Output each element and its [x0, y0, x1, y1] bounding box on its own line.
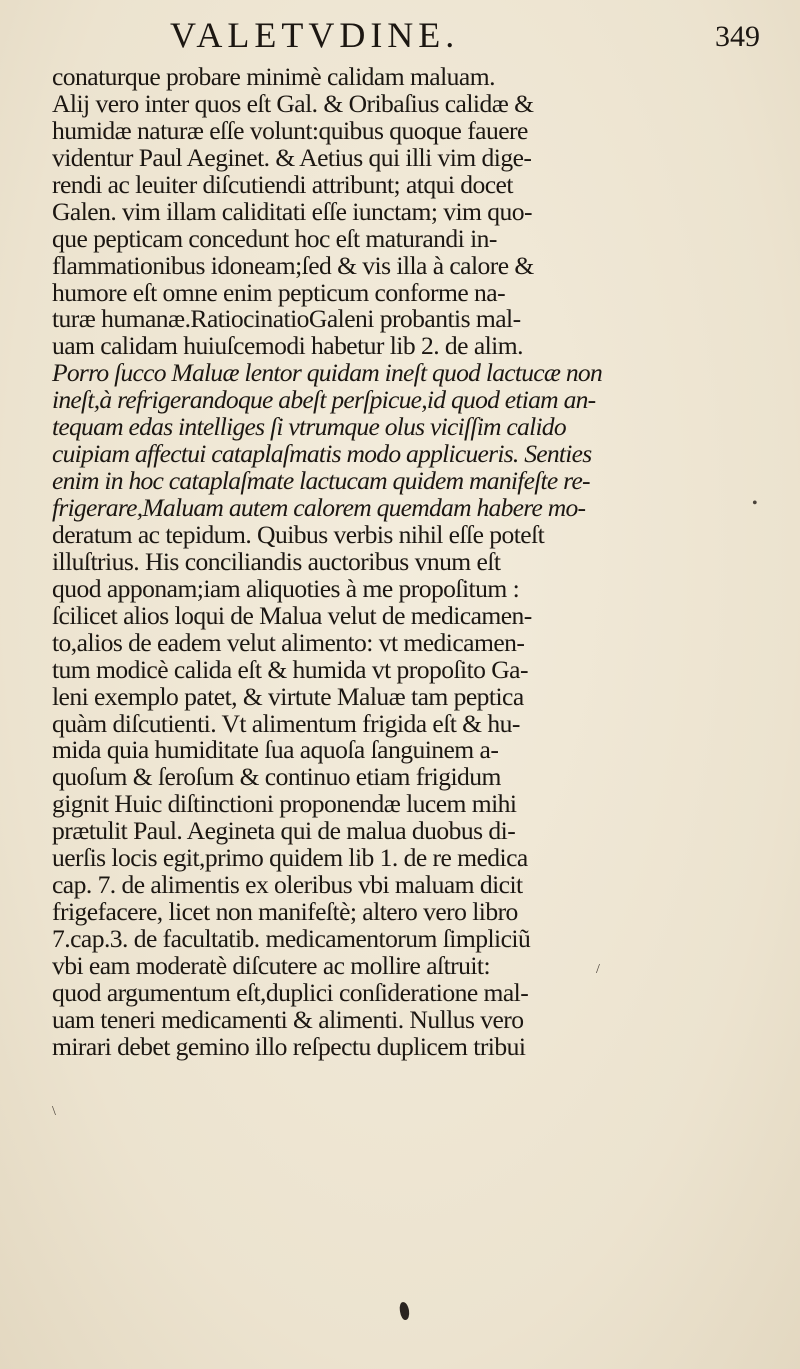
text-line: deratum ac tepidum. Quibus verbis nihil eſſe poteſt: [52, 519, 545, 549]
text-line: 7.cap.3. de facultatib. medicamentorum ſimpliciũ: [52, 924, 531, 953]
text-line: vbi eam moderatè diſcutere ac mollire aſtruit:: [52, 950, 491, 980]
text-line: ineſt,à refrigerandoque abeſt perſpicue,id quod etiam an-: [52, 385, 596, 415]
page-number: 349: [715, 20, 760, 53]
text-line: quàm diſcutienti. Vt alimentum frigida eſt & hu-: [52, 708, 520, 738]
text-line: quod apponam;iam aliquoties à me propoſitum :: [52, 573, 520, 603]
text-line: to,alios de eadem velut alimento: vt medicamen-: [52, 627, 525, 657]
text-line: illuſtrius. His conciliandis auctoribus vnum eſt: [52, 546, 501, 576]
text-line: gignit Huic diſtinctioni proponendæ lucem mihi: [52, 789, 517, 819]
text-line: ſcilicet alios loqui de Malua velut de medicamen-: [52, 600, 532, 630]
text-line: flammationibus idoneam;ſed & vis illa à calore &: [52, 250, 534, 280]
text-line: mida quia humiditate ſua aquoſa ſanguinem a-: [52, 735, 499, 765]
text-line: turæ humanæ.RatiocinatioGaleni probantis mal-: [52, 304, 521, 334]
stray-mark: /: [596, 962, 600, 977]
text-line: uam teneri medicamenti & alimenti. Nullus vero: [52, 1004, 524, 1034]
text-line: tum modicè calida eſt & humida vt propoſito Ga-: [52, 654, 528, 684]
text-line: conaturque probare minimè calidam maluam.: [52, 62, 495, 91]
text-line: Porro ſucco Maluæ lentor quidam ineſt quod lactucæ non: [52, 358, 602, 388]
text-line: quoſum & ſeroſum & continuo etiam frigidum: [52, 762, 501, 792]
text-line: videntur Paul Aeginet. & Aetius qui illi vim dige-: [52, 142, 532, 172]
text-line: quod argumentum eſt,duplici conſideratione mal-: [52, 977, 529, 1007]
margin-mark: \: [52, 1104, 56, 1119]
text-line: enim in hoc cataplaſmate lactucam quidem manifeſte re-: [52, 466, 590, 496]
ink-blot: [399, 1301, 410, 1320]
text-line: tequam edas intelliges ſi vtrumque olus viciſſim calido: [52, 412, 566, 442]
text-line: uerſis locis egit,primo quidem lib 1. de re medica: [52, 843, 528, 873]
text-line: leni exemplo patet, & virtute Maluæ tam peptica: [52, 681, 524, 711]
page-header: [170, 14, 760, 62]
dot-mark: •: [752, 495, 758, 512]
text-block: [52, 64, 780, 1061]
text-line: cap. 7. de alimentis ex oleribus vbi maluam dicit: [52, 870, 523, 900]
text-line: humore eſt omne enim pepticum conforme na-: [52, 277, 506, 307]
text-line: rendi ac leuiter diſcutiendi attribunt; atqui docet: [52, 169, 513, 199]
text-line: prætulit Paul. Aegineta qui de malua duobus di-: [52, 816, 516, 846]
text-line: frigerare,Maluam autem calorem quemdam habere mo-: [52, 493, 586, 522]
text-line: cuipiam affectui cataplaſmatis modo applicueris. Senties: [52, 439, 592, 469]
text-line: Alij vero inter quos eſt Gal. & Oribaſius calidæ &: [52, 88, 534, 118]
text-line: humidæ naturæ eſſe volunt:quibus quoque fauere: [52, 115, 528, 145]
text-line: mirari debet gemino illo reſpectu duplicem tribui: [52, 1031, 526, 1061]
text-line: frigefacere, licet non manifeſtè; altero vero libro: [52, 897, 518, 927]
running-head: VALETVDINE.: [170, 15, 460, 55]
text-line: que pepticam concedunt hoc eſt maturandi in-: [52, 223, 497, 253]
text-line: Galen. vim illam caliditati eſſe iunctam; vim quo-: [52, 196, 532, 226]
text-line: uam calidam huiuſcemodi habetur lib 2. de alim.: [52, 331, 523, 361]
